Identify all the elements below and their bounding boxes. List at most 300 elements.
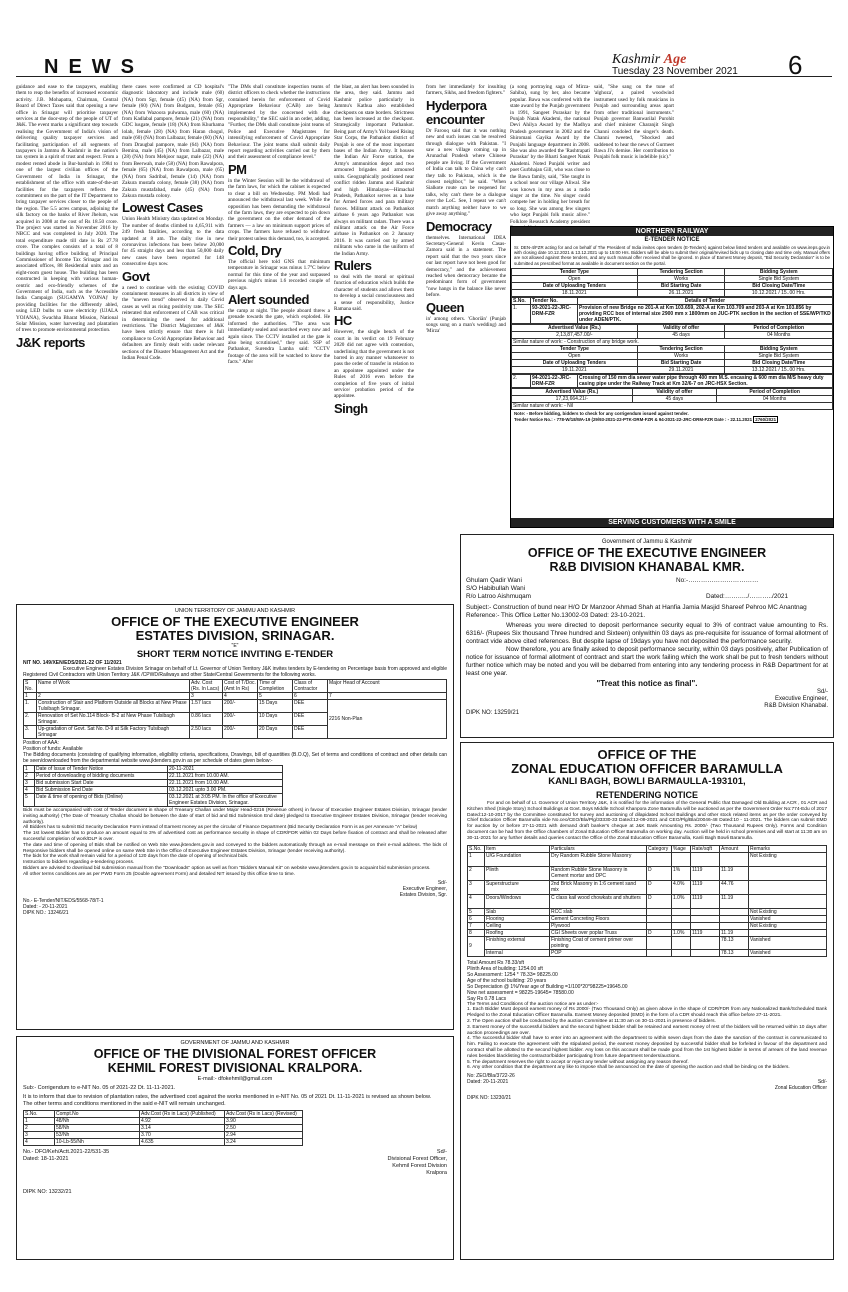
table-header: Amount bbox=[720, 845, 749, 852]
table-header: S.No. bbox=[24, 1111, 55, 1118]
table-row bbox=[24, 780, 283, 787]
table-cell: Date of Issue of Tender Notice bbox=[35, 766, 168, 773]
table-cell: 2nd Brick Masonry in 1:6 cement sand mix bbox=[550, 880, 647, 894]
table-cell: Works bbox=[637, 275, 725, 282]
table-cell: 03.12.2021 upto 3.00 PM. bbox=[168, 787, 283, 794]
table-header: Tender No. bbox=[531, 297, 578, 304]
table-cell: 4 bbox=[468, 894, 485, 908]
table-cell: 1119 bbox=[691, 880, 720, 894]
calc-line: So Depreciation @ 1%/Year age of Building =1/100*20*98225=19645.00 bbox=[467, 983, 628, 990]
table-cell: 1.0% bbox=[672, 894, 691, 908]
table-cell: Plywood bbox=[550, 922, 647, 929]
table-row bbox=[24, 1139, 303, 1146]
table-cell: 5 bbox=[24, 794, 35, 807]
article-text: in' among others. 'Ghoriān' (Punjab songs sung on a man's wedding) and 'Mirza' bbox=[426, 315, 506, 335]
table-cell: Bid Submission End Date bbox=[35, 787, 168, 794]
reference-text: Tender Notice No.: - 778-W/18/WA-19 (29/93-2021-22-PTK-DRM-FZR & 94-2021-22-JRC-DRM-FZR Date : - 22.11.2021 bbox=[514, 417, 753, 423]
table-cell bbox=[749, 880, 827, 894]
table-cell: 4.92 bbox=[140, 1118, 225, 1125]
news-column-1 bbox=[16, 84, 118, 570]
tender-value-table-1 bbox=[511, 324, 833, 374]
table-cell: 10.12.2021 / 15..00 Hrs. bbox=[725, 289, 833, 296]
table-header: Item bbox=[485, 845, 550, 852]
notice-reference: Reference:- This Office Letter No.13002-03 Dated: 23-10-2021. bbox=[466, 612, 646, 619]
table-cell: 1119 bbox=[691, 894, 720, 908]
table-cell: C class kail wood chowkats and shutters bbox=[550, 894, 647, 908]
news-column-6 bbox=[510, 84, 590, 225]
table-cell: Internal bbox=[485, 949, 550, 956]
works-table bbox=[23, 679, 447, 739]
table-cell: Finishing external bbox=[485, 936, 550, 949]
letter-date: Dated: 20-11-2021 bbox=[467, 1079, 509, 1086]
tender-value-table-2 bbox=[511, 388, 833, 410]
tender-details-table-1 bbox=[511, 297, 833, 324]
letter-date: Dated: - 20-11-2021 bbox=[23, 903, 68, 910]
table-cell bbox=[672, 852, 691, 866]
table-cell bbox=[720, 922, 749, 929]
table-cell: 26.11.2021 bbox=[637, 289, 725, 296]
table-cell: 1 bbox=[24, 1118, 55, 1125]
table-cell bbox=[720, 908, 749, 915]
table-cell: 4 bbox=[24, 1139, 55, 1146]
notice-paragraph: Bidders are advised to download bid submission manual from the "Downloads" option as well as from "Bidders Manual Kit" on website www.jktenders.gov.in to acquaint bid submission process. bbox=[23, 865, 431, 871]
notice-title: OFFICE OF THE EXECUTIVE ENGINEER bbox=[527, 546, 767, 560]
brand-name-accent: Age bbox=[663, 52, 687, 67]
table-cell: 1. bbox=[512, 304, 531, 323]
notice-paragraph: The 1st lowest Bidder has to produce an amount equal to 3% of advertised cost as performance security in shape of CDR/FDR within 02 Days before fixation of contract and shall be released after successful completion of work/DLP is over. bbox=[23, 831, 447, 842]
notice-paragraph: Instruction to bidders regarding e-tendering process. bbox=[23, 860, 135, 866]
notice-intro: Sr. DEN-4/FZR acting for and on behalf of The President of India invites open tenders (E-Tenders) against below listed tenders and available on www.ireps.gov.in with closing date 10.12.2021 & 13.12.2021 up to 15:00 Hrs. Bidders will be able to submit their original/revised bids up to closing date and time only. Manual offers are not allowed against these tenders, and any such manual offer received shall be ignored. In place of Earnest Money deposit, "Bid Security Declaration" is to be submitted as prescribed format as available in document section on the portal. bbox=[514, 245, 830, 266]
table-row bbox=[468, 908, 827, 915]
table-header: Validity of offer bbox=[632, 388, 717, 395]
table-row bbox=[468, 880, 827, 894]
article-heading: Lowest Cases bbox=[122, 200, 203, 216]
table-cell: Renovation of Set No.114 Block- B-2 at New Phase Tulsibagh Srinagar. bbox=[37, 713, 190, 726]
table-cell: 1 bbox=[468, 852, 485, 866]
table-row bbox=[468, 936, 827, 949]
table-row bbox=[468, 852, 827, 866]
article-heading: Hyderpora encounter bbox=[426, 97, 487, 127]
table-row bbox=[24, 773, 283, 780]
news-column-5 bbox=[426, 84, 506, 524]
dipk-number: DIPK NO.: 13246/21 bbox=[23, 909, 69, 916]
table-cell: 2. bbox=[24, 713, 37, 726]
table-cell: 10-Lb-55/Nh bbox=[55, 1139, 140, 1146]
table-cell: 13.12.2021 / 15..00 Hrs. bbox=[725, 366, 833, 373]
table-cell bbox=[691, 908, 720, 915]
table-header: Name of Work bbox=[37, 680, 190, 693]
table-cell: 3 bbox=[24, 1132, 55, 1139]
table-cell: 4.0% bbox=[672, 880, 691, 894]
table-cell: 200/- bbox=[223, 726, 258, 739]
table-cell: Up-gradation of Govt. Sat No. D-9 at Silk Factory Tulsibagh Srinagar bbox=[37, 726, 190, 739]
table-cell: 3 bbox=[190, 693, 223, 700]
revised-cost-table bbox=[23, 1110, 303, 1146]
notice-title: OFFICE OF THE DIVISIONAL FOREST OFFICER bbox=[93, 1047, 377, 1061]
notice-title: NORTHERN RAILWAY bbox=[511, 227, 833, 236]
table-header: S.No. bbox=[512, 297, 531, 304]
table-cell: 2 bbox=[468, 866, 485, 880]
table-cell: 20 Days bbox=[258, 726, 293, 739]
table-cell bbox=[647, 908, 672, 915]
brand-name: Kashmir bbox=[612, 52, 661, 67]
table-cell: 3 bbox=[468, 880, 485, 894]
table-cell: D bbox=[647, 929, 672, 936]
signature-block bbox=[387, 1149, 447, 1177]
table-header: Tendering Section bbox=[637, 345, 725, 352]
term-item: 4. The successful bidder shall have to enter into an agreement with the department to within seven days from the date the sanction of the contract is communicated to him. Failing to execute the agreement with the stipulated period, the earnest money deposited by successful bidder shall be forfeited in favour of the department and contract shall be allotted to the second highest bidder. Any loss on this account shall be made good from the 1st highest bidder in terms of arrears of the land revenue rules besides blacklisting the contractor/bidder participating from future department tenders/auctions. bbox=[467, 1036, 827, 1059]
notice-paragraph: All Bidders has to submit Bid Security Declaration Form instead of Earnest money as per the circular of Finance Department (Bid Security Declaration Form is as per Annexure "A" below) bbox=[23, 825, 418, 831]
letter-date: Dated: 18-11-2021 bbox=[23, 1156, 69, 1162]
notice-address: KANLI BAGH, BOWLI BARMAULLA-193101, bbox=[548, 776, 746, 787]
table-header: Advertised Value (Rs.) bbox=[512, 388, 633, 395]
table-header: Period of Completion bbox=[725, 324, 833, 331]
notice-paragraph: The Bidding documents (consisting of qualifying information, eligibility criteria, specifications, Drawings, bill of quantities (B.O.Q), Set of terms and conditions of contract and other details can be seen/downloaded from the departmental website www.jktenders.gov.in as per schedule of dates given below:- bbox=[23, 752, 447, 764]
article-text: there cases were confirmed at CD hospital's diagnostic laboratory and include male (60) (NA) from Sgr, female (45) (NA) from Sgr, female (60) (NA) from Budgam, female (85) (NA) from Wazoora pulwama, male (60) (NA) from Kadlabal pampore, female (21) (NA) from GDC lusgate, female (18) (NA) from Khurhama lolab, female (28) (NA) from Haran chogul, male (60) (NA) from Lalbazar, female (60) (NA) from Draugbal pampore, male (64) (NA) from Bemina, male (45) (NA) from Lalbazar, male (28) (NA) from Mehjoor nagar, male (22) (NA) from Beerwah, male (58) (NA) from Rawalpora, female (65) (NA) from Rawalpora, male (65) (NA) from Sadribal, female (14) (NA) from Zakura mustafa colony, female (38) (NA) from Zakura mustafabad, male (45) (NA) from Zakura mustafa colony. bbox=[122, 84, 224, 199]
khanabal-notice bbox=[460, 534, 834, 738]
article-text: However, the single bench of the court in its verdict on 19 February 2020 did not agree with contention, underlining that the government is not barred in any manner whatsoever to pass the order of transfer in relation to an appointee appointed under the Rules of 2016 even before the completion of five years of initial service/ probation period of the appointee. bbox=[334, 329, 414, 400]
signature-place: Kralpora bbox=[426, 1170, 447, 1176]
table-cell: Dry Random Rubble Stone Masonry bbox=[550, 852, 647, 866]
baramulla-retendering-notice bbox=[460, 742, 834, 1260]
term-item: 5. The department reserves the right to accept or reject any tender without assigning any reason thereof. bbox=[467, 1059, 689, 1065]
table-cell bbox=[672, 949, 691, 956]
notice-reference bbox=[511, 417, 833, 422]
notice-paragraph: The date and time of opening of Bids shall be notified on Web Site www.jktenders.gov.in and conveyed to the bidders automatically through an e-mail message on their e-mail address. The bids of Responsive bidders shall be opened online on same Web Site in the Office of Executive Engineer Estates Division, Srinagar (tender receiving authority). bbox=[23, 842, 447, 854]
table-cell: 1% bbox=[672, 866, 691, 880]
table-cell: 3.90 bbox=[225, 1118, 303, 1125]
table-header: Category bbox=[647, 845, 672, 852]
signature-sd: Sd/- bbox=[436, 1149, 447, 1155]
table-header: Bid Starting Date bbox=[637, 359, 725, 366]
table-cell bbox=[691, 852, 720, 866]
table-row bbox=[24, 766, 283, 773]
railway-tender-notice bbox=[510, 226, 834, 528]
notice-paragraph: It is to inform that due to revision of plantation rates, the advertised cost against the works mentioned in e-NIT No. 05 of 2021 Dt. 11-11-2021 is revised as shown below. bbox=[23, 1094, 432, 1100]
table-header: Remarks bbox=[749, 845, 827, 852]
notice-note: Note: - Before bidding, bidders to check for any corrigendum issued against tender. bbox=[514, 410, 689, 416]
signature-office: Estates Division, Sgr. bbox=[399, 891, 447, 898]
funds-position: Position of funds: Available bbox=[23, 746, 83, 752]
letter-number: No.- DFO/Keh/Actt.2021-22/531-35 bbox=[23, 1149, 110, 1155]
table-header: Date of Uploading Tenders bbox=[512, 282, 638, 289]
table-cell: 11.19 bbox=[720, 866, 749, 880]
table-cell: 1 bbox=[24, 766, 35, 773]
table-cell: 3 bbox=[24, 780, 35, 787]
table-cell: D bbox=[647, 894, 672, 908]
table-row bbox=[468, 866, 827, 880]
article-text: themselves. International IDEA Secretary-General Kevin Casas-Zamora said in a statement. The report said that the two years since our last report have not been good for democracy," and the achievement reached when democracy became the predominant form of government "now hangs in the balance like never before. bbox=[426, 234, 506, 299]
article-text: Dr Farooq said that it was nothing new and such issues can be resolved through dialogue with Pakistan. "I saw a new village coming up in Arunachal Pradesh where Chinese people are living. If the Government of India can talk to China why can't they talk to Pakistan, which is the closest neighbor," he said. "When Sialkote route can be reopened for talks, why can't there be a dialogue over the LoC. See, I repeat we can't match anything neither have to we give away anything." bbox=[426, 127, 506, 218]
signature-sd: Sd/- bbox=[816, 689, 828, 695]
article-heading: Rulers bbox=[334, 257, 372, 273]
article-heading: Cold, Dry bbox=[228, 242, 282, 258]
table-cell: 2.50 lacs bbox=[190, 726, 223, 739]
dipk-number: DIPK NO: 13259/21 bbox=[466, 710, 520, 716]
table-cell: 04 Months bbox=[725, 331, 833, 338]
article-heading: Queen bbox=[426, 299, 464, 315]
table-cell: 2 bbox=[24, 773, 35, 780]
table-header: S No. bbox=[24, 680, 37, 693]
article-text: said, "She sang on the tune of 'alghoza', a paired woodwind instrument used by folk musicians in Punjab and surrounding areas apart from other traditional instruments." Punjab governor Banwarilal Purohit and chief minister Charanjit Singh Channi condoled the singer's death. Channi tweeted, "Shocked and saddened to hear the news of Gurmeet Bawa Ji's demise. Her contribution to Punjabi folk music is indelible (sic)." bbox=[594, 84, 674, 161]
notice-paragraph: Whereas you were directed to deposit performance security equal to 3% of contract value amounting to Rs. 6316/- (Rupees Six thousand Three hundred and Sixteen) onlywithin 03 days as pre-requisite for issuance of formal allotment of contract vide above cited references. But despite lapse of 19days you have not deposited the performance security. bbox=[466, 622, 828, 645]
table-cell: POP bbox=[550, 949, 647, 956]
table-cell bbox=[672, 922, 691, 929]
news-column-7 bbox=[594, 84, 674, 222]
table-cell: DEE bbox=[293, 713, 328, 726]
table-cell: Ceiling bbox=[485, 922, 550, 929]
table-row bbox=[468, 894, 827, 908]
notice-subtitle: SHORT TERM NOTICE INVITING E-TENDER bbox=[136, 649, 334, 660]
table-cell: 78.13 bbox=[720, 949, 749, 956]
table-cell: 04 Months bbox=[717, 395, 833, 402]
calc-line: Say Rs 0.78 Lacs bbox=[467, 995, 507, 1002]
table-header: Period of Completion bbox=[717, 388, 833, 395]
term-item: 1. Each Bidder Must deposit earnest money of Rs 2000/- (Two Thousand Only) as given above in the shape of CDR/FDR from any Nationalized Bank/Scheduled Bank Pledged to the Zonal Education Officer Baramulla. Earnest Money deposited (EMD) in the form of a CDR should reach this office before 27-11-2021. bbox=[467, 1007, 827, 1019]
table-cell: Doors/Windows bbox=[485, 894, 550, 908]
table-cell: CGI Sheets over poplar Truss bbox=[550, 929, 647, 936]
address-line: R/o Latroo Aishmuqam bbox=[466, 593, 532, 600]
calc-line: Plinth Area of building: 1254.00 sft bbox=[467, 965, 543, 972]
table-header: Adv.Cost (Rs in Lacs) (Revised) bbox=[225, 1111, 303, 1118]
table-cell bbox=[749, 866, 827, 880]
table-cell bbox=[647, 922, 672, 929]
table-row bbox=[468, 949, 827, 956]
table-cell: 4.635 bbox=[140, 1139, 225, 1146]
article-heading: Alert sounded bbox=[228, 291, 309, 307]
table-cell: 3.14 bbox=[140, 1125, 225, 1132]
table-cell: D bbox=[647, 880, 672, 894]
reference-code: 2760/2021 bbox=[755, 417, 777, 423]
table-cell: Vanished bbox=[749, 915, 827, 922]
table-cell bbox=[672, 908, 691, 915]
table-cell: 2216 Non-Plan bbox=[328, 700, 447, 739]
table-header: Bidding System bbox=[725, 268, 833, 275]
table-header: Details of Tender bbox=[578, 297, 833, 304]
table-cell: 53/Nh bbox=[55, 1132, 140, 1139]
signature-title: Executive Engineer, bbox=[402, 885, 447, 892]
table-header: Date of Uploading Tenders bbox=[512, 359, 638, 366]
table-cell: Plinth bbox=[485, 866, 550, 880]
table-cell: Not Existing bbox=[749, 852, 827, 866]
table-cell: 6 bbox=[293, 693, 328, 700]
notice-title: R&B DIVISION KHANABAL KMR. bbox=[549, 560, 745, 574]
table-cell: 22.11.2021 from 10.00 AM. bbox=[168, 773, 283, 780]
table-cell: 1119 bbox=[691, 929, 720, 936]
table-header: Adv.Cost (Rs in Lacs) (Published) bbox=[140, 1111, 225, 1118]
news-column-4 bbox=[334, 84, 414, 600]
table-header: Validity of offer bbox=[637, 324, 725, 331]
article-heading: HC bbox=[334, 313, 352, 329]
notice-subtitle: RETENDERING NOTICE bbox=[595, 790, 698, 800]
table-cell bbox=[749, 894, 827, 908]
table-cell: Cement Concreting Floors bbox=[550, 915, 647, 922]
table-cell: Not Existing bbox=[749, 908, 827, 915]
table-cell: 1.57 lacs bbox=[190, 700, 223, 713]
table-cell: 4 bbox=[223, 693, 258, 700]
table-cell: 1. bbox=[24, 700, 37, 713]
table-cell: Open bbox=[512, 275, 638, 282]
signature-block bbox=[466, 689, 828, 710]
table-header: Bid Closing Date/Time bbox=[725, 282, 833, 289]
table-cell: 3.70 bbox=[140, 1132, 225, 1139]
table-cell: 94-2021-22-JRC-DRM-FZR bbox=[531, 374, 578, 387]
calc-line: Total Amount Rs 78.33/sft bbox=[467, 959, 524, 966]
table-header: S.No. bbox=[468, 845, 485, 852]
table-cell: Period of downloading of bidding documents bbox=[35, 773, 168, 780]
aaa-position: Position of AAA: bbox=[23, 740, 59, 746]
table-cell: 2 bbox=[24, 1125, 55, 1132]
dipk-number: DIPK NO: 13232/21 bbox=[23, 1189, 72, 1195]
table-cell bbox=[691, 915, 720, 922]
article-heading: Singh bbox=[334, 400, 368, 416]
table-header: Bid Starting Date bbox=[637, 282, 725, 289]
table-cell: Roofing bbox=[485, 929, 550, 936]
table-cell: 48/Nh bbox=[55, 1118, 140, 1125]
table-header: Time of Completion bbox=[258, 680, 293, 693]
page-number: 6 bbox=[788, 50, 803, 80]
signature-block bbox=[23, 880, 447, 898]
table-cell: 2. bbox=[512, 374, 531, 387]
notice-title: OFFICE OF THE EXECUTIVE ENGINEER bbox=[111, 614, 359, 629]
table-cell: Date & time of opening of Bids (Online) bbox=[35, 794, 168, 807]
table-header: Class of Contractor bbox=[293, 680, 328, 693]
table-cell: 8 bbox=[468, 929, 485, 936]
table-cell: Crossing of 150 mm dia sewer water pipe through 400 mm M.S. encasing & 600 mm dia M/S heavy duty casing pipe under the Railway Track at Km 32/6-7 on JRC-HSX Section. bbox=[578, 374, 833, 387]
srinagar-estates-tender bbox=[16, 604, 454, 1030]
table-cell: 2.50 bbox=[225, 1125, 303, 1132]
table-cell: 78.13 bbox=[720, 936, 749, 949]
notice-government: GOVERNMENT OF JAMMU AND KASHMIR bbox=[180, 1040, 290, 1046]
table-header: Tendering Section bbox=[637, 268, 725, 275]
table-cell bbox=[647, 949, 672, 956]
letter-number: No.- E-Tender/NIT/EDS/5568-78/T-1 bbox=[23, 897, 104, 904]
table-header: %age bbox=[672, 845, 691, 852]
table-cell: Construction of Stair and Platform Outside all Blocks at New Phase Tulsibagh Srinagar. bbox=[37, 700, 190, 713]
section-label: NEWS bbox=[44, 56, 144, 78]
term-item: 6. Any other condition that the department any like to impose shall be announced on the date of opening the auction and shall be binding on the bidders. bbox=[467, 1065, 790, 1071]
table-cell: 11.19 bbox=[720, 894, 749, 908]
tender-details-table-2 bbox=[511, 374, 833, 388]
table-cell: 45 days bbox=[637, 331, 725, 338]
letter-number: No: ZEO/Bla/3722-26 bbox=[467, 1073, 515, 1080]
terms-title: The Terms and Conditions of the auction notice are as under:- bbox=[467, 1001, 599, 1007]
notice-paragraph: The other terms and conditions mentioned in the said e-NIT will remain unchanged. bbox=[23, 1101, 226, 1107]
notice-intro: Executive Engineer Estates Division Srinagar on behalf of Lt. Governor of Union Territory J&K invites tenders by E-tendering on Percentage basis from approved and eligible Registered Civil Contractors with Union Territory J&K /CPWD/Railways and other State/Central Governments for the following works. bbox=[23, 666, 447, 678]
table-cell: D bbox=[647, 866, 672, 880]
table-cell: Vanished bbox=[749, 949, 827, 956]
table-cell: 1.0% bbox=[672, 929, 691, 936]
table-cell: 2 bbox=[37, 693, 190, 700]
table-header: Particulars bbox=[550, 845, 647, 852]
article-heading: Govt bbox=[122, 268, 150, 284]
article-text: The official here told GNS that minimum temperature in Srinagar was minus 1.7°C below normal for this time of the year and surpassed previous night's minus 1.6 recorded couple of days ago. bbox=[228, 258, 330, 291]
article-text: a need to continue with the existing COVID containment measures in all districts in view of the "uneven trend" observed in daily Covid cases as well as rising positivity rate. The SEC reiterated that enforcement of CAB was critical in determining the need for additional restrictions. The District Magistrates of J&K have been strictly ensure that there is full compliance to Covid Appropriate Behaviour and defaulters are firmly dealt with under relevant sections of the Disaster Management Act and the Indian Penal Code. bbox=[122, 284, 224, 362]
auction-terms bbox=[467, 1002, 827, 1072]
table-cell bbox=[720, 915, 749, 922]
table-cell bbox=[720, 852, 749, 866]
table-cell: 15 Days bbox=[258, 700, 293, 713]
article-text: Union Health Ministry data updated on Monday. The number of deaths climbed to 4,65,911 with 249 fresh fatalities, according to the data updated at 8 am. The daily rise in new coronavirus infections has been below 20,000 for 45 straight days and less than 50,000 daily new cases have been reported for 148 consecutive days now. bbox=[122, 216, 224, 268]
signature-title: Divisional Forest Officer, bbox=[387, 1156, 447, 1162]
table-row bbox=[24, 1125, 303, 1132]
notice-paragraph: Bids must be accompanied with cost of Tender document in shape of Treasury Challan under Major Head-0216 (Revenue others) in favour of Executive Engineer Estates Division, Srinagar (tender inviting authority) (The Date of Treasury Challan should be between the date of start of bid and Bid Submission End date) pledged to Executive Engineer Estates Division, Srinagar (tender receiving authority). bbox=[23, 808, 447, 825]
table-cell: RCC slab bbox=[550, 908, 647, 915]
calc-line: Age of the school building: 20 years bbox=[467, 977, 547, 984]
table-row bbox=[24, 794, 283, 807]
table-cell: 7 bbox=[328, 693, 447, 700]
table-cell: 200/- bbox=[223, 713, 258, 726]
table-cell: 19.11.2021 bbox=[512, 366, 638, 373]
table-cell: 5 bbox=[468, 908, 485, 915]
table-cell: 0.86 lacs bbox=[190, 713, 223, 726]
letter-date: Dated:………../………../2021 bbox=[706, 593, 789, 600]
news-column-2 bbox=[122, 84, 224, 570]
table-cell: 17,23,664.21/- bbox=[512, 395, 633, 402]
signature-office: R&B Division Khanabal. bbox=[764, 703, 828, 709]
notice-title: OFFICE OF THE bbox=[597, 747, 697, 762]
table-cell: 2.94 bbox=[225, 1132, 303, 1139]
table-cell: 29.11.2021 bbox=[637, 366, 725, 373]
table-cell: 3. bbox=[24, 726, 37, 739]
table-cell: 93-2021-22-JRC-DRM-FZR bbox=[531, 304, 578, 323]
tender-table bbox=[511, 268, 833, 297]
table-cell: 58/Nh bbox=[55, 1125, 140, 1132]
issue-date: Tuesday 23 November 2021 bbox=[612, 66, 738, 77]
table-cell: Finishing Coat of cement primer over pointing bbox=[550, 936, 647, 949]
assessment-calculation bbox=[467, 960, 827, 1002]
notice-footer: SERVING CUSTOMERS WITH A SMILE bbox=[511, 518, 833, 527]
notice-email: E-mail:- dfokehmil@gmail.com bbox=[197, 1076, 273, 1082]
table-cell bbox=[647, 936, 672, 949]
table-cell bbox=[672, 915, 691, 922]
notice-mark: "E" bbox=[231, 643, 239, 649]
table-cell bbox=[691, 922, 720, 929]
table-cell: 7 bbox=[468, 922, 485, 929]
table-cell: 200/- bbox=[223, 700, 258, 713]
table-header: Bid Closing Date/Time bbox=[725, 359, 833, 366]
notice-government: Government of Jammu & Kashmir bbox=[601, 539, 693, 545]
notice-title: ESTATES DIVISION, SRINAGAR. bbox=[135, 628, 335, 643]
table-cell: 22.11.2021 from 10.00 AM. bbox=[168, 780, 283, 787]
table-cell: Superstructure bbox=[485, 880, 550, 894]
table-cell bbox=[647, 915, 672, 922]
table-cell: 2,13,87,457.00/- bbox=[512, 331, 638, 338]
table-cell bbox=[691, 949, 720, 956]
notice-subtitle: E-TENDER NOTICE bbox=[644, 237, 700, 243]
news-column-3 bbox=[228, 84, 330, 570]
dipk-number: DIPK NO: 13230/21 bbox=[467, 1095, 512, 1102]
table-cell: Open bbox=[512, 352, 638, 359]
notice-paragraph: Now therefore, you are finally asked to deposit performance security, within 03 days positively, after Publication of notice for issuance of formal allotment of contract and start the work failing which the work shall be put to fresh tenders without further notice which may be noted and you will be debarred from entering into any tendering process in R&B Department for at least one year. bbox=[466, 646, 828, 677]
table-cell: 44.76 bbox=[720, 880, 749, 894]
table-row bbox=[24, 700, 447, 713]
article-text: "The DMs shall constitute inspection teams of district officers to check whether the instructions contained herein for enforcement of Covid Appropriate Behaviour (CAB) are being implemented by the concerned with due responsibility," the SEC said in an order, adding, "Further, the DMs shall constitute joint teams of Police and Executive Magistrates for intensifying enforcement of Covid Appropriate Behaviour. The joint teams shall submit daily report regarding activities carried out by them and their assessment of compliance level." bbox=[228, 84, 330, 161]
address-line: S/O Habibullah Wani bbox=[466, 585, 526, 592]
signature-sd: Sd/- bbox=[437, 879, 447, 886]
table-cell: 20-11-2021 bbox=[168, 766, 283, 773]
table-cell bbox=[749, 929, 827, 936]
table-cell: Single Bid System bbox=[725, 352, 833, 359]
signature-title: Zonal Education Officer bbox=[774, 1085, 827, 1092]
table-cell: Works bbox=[637, 352, 725, 359]
article-text: the blast, an alert has been sounded in the area, they said. Jammu and Kashmir police particularly in Jammu's Kathua also established checkposts on state borders. Strictness has been increased at the checkpost. Strategically important Pathankot. Being part of Army's Yol based Rising Star Corps, the Pathankot district of Punjab is one of the most important bases of the Indian Army. It houses the Indian Air Force station, the Army's ammunition depot and two armoured brigades and armoured units. Geographically positioned near conflict ridden Jammu and Kashmir and high Himalayas—Himachal Pradesh, Pathankot serves as a base for Armed forces and para military forces. Militant attack on Pathankot airbase 6 years ago Pathankot was always on militant radars. There was a militant attack on the Air Force airbase in Pathankot on 2 January 2016. It was carried out by armed militants who came in the uniform of the Indian Army. bbox=[334, 84, 414, 257]
notice-terms bbox=[23, 808, 447, 878]
table-cell: 3.24 bbox=[225, 1139, 303, 1146]
table-header: Tender Type bbox=[512, 268, 638, 275]
table-header: Advertised Value (Rs.) bbox=[512, 324, 638, 331]
table-cell bbox=[672, 936, 691, 949]
